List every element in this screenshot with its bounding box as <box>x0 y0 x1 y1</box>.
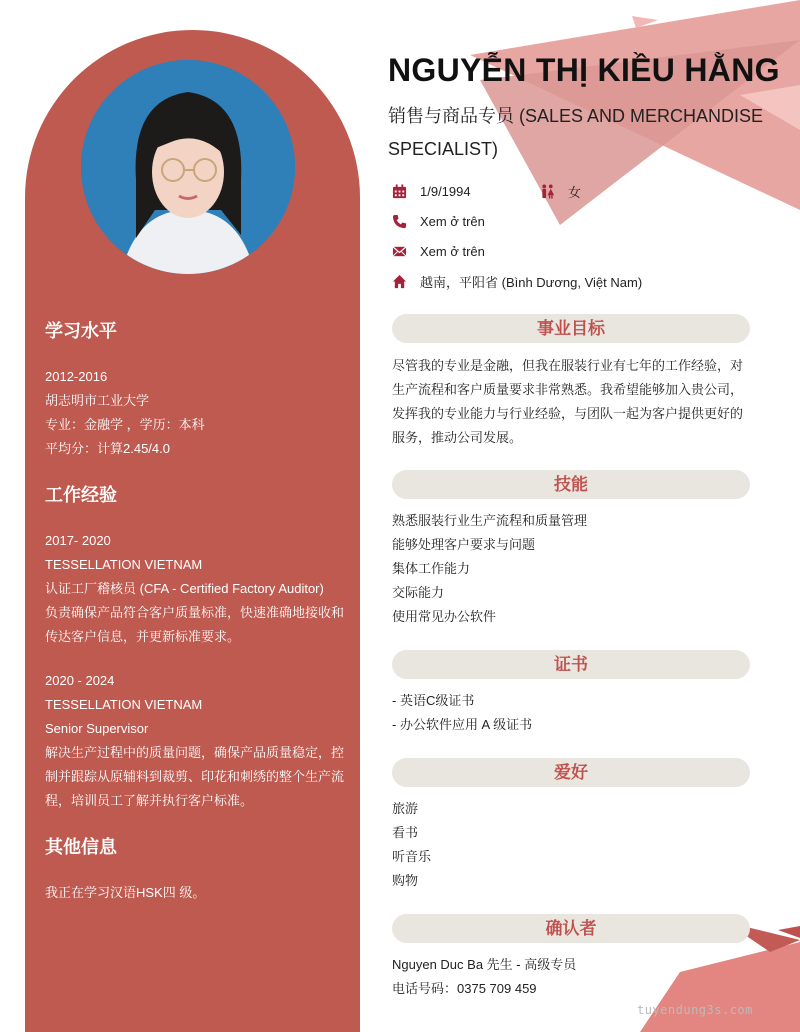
address-value: 越南，平阳省 (Bình Dương, Việt Nam) <box>420 274 643 290</box>
objective-line: 尽管我的专业是金融，但我在服装行业有七年的工作经验，对 <box>392 358 744 373</box>
skill-item: 交际能力 <box>392 585 445 600</box>
hobby-item: 购物 <box>392 873 419 888</box>
address-row <box>392 271 642 291</box>
objective-line: 发挥我的专业能力与行业经验，与团队一起为客户提供更好的 <box>392 406 744 421</box>
birthdate-value: 1/9/1994 <box>420 183 471 199</box>
other-info-section <box>45 833 345 905</box>
phone-icon <box>392 214 407 229</box>
gender-row <box>540 181 581 201</box>
education-line: 平均分：计算2.45/4.0 <box>45 441 170 456</box>
objective-text <box>392 354 754 450</box>
skill-item: 集体工作能力 <box>392 561 471 576</box>
certificate-item: - 办公软件应用 A 级证书 <box>392 717 533 732</box>
hobbies-heading: 爱好 <box>392 758 750 787</box>
profile-photo <box>81 60 295 274</box>
objective-heading: 事业目标 <box>392 314 750 343</box>
phone-row <box>392 211 485 231</box>
job-company: TESSELLATION VIETNAM <box>45 697 203 712</box>
education-line: 2012-2016 <box>45 369 108 384</box>
other-info-heading: 其他信息 <box>45 837 117 857</box>
job-description: 负责确保产品符合客户质量标准，快速准确地接收和 <box>45 605 345 620</box>
education-section <box>45 317 345 461</box>
education-line: 专业：金融学 ，学历：本科 <box>45 417 205 432</box>
reference-item: Nguyen Duc Ba 先生 - 高级专员 <box>392 957 577 972</box>
education-heading: 学习水平 <box>45 321 117 341</box>
job-period: 2020 - 2024 <box>45 673 115 688</box>
gender-value: 女 <box>568 184 582 200</box>
experience-section <box>45 481 345 813</box>
left-sidebar <box>25 30 360 1032</box>
skills-heading: 技能 <box>392 470 750 499</box>
other-info-text: 我正在学习汉语HSK四 级。 <box>45 885 206 900</box>
job-description: 解决生产过程中的质量问题，确保产品质量稳定，控 <box>45 745 345 760</box>
certificate-item: - 英语C级证书 <box>392 693 475 708</box>
job-role: Senior Supervisor <box>45 721 149 736</box>
objective-line: 服务，推动公司发展。 <box>392 430 523 445</box>
job-description: 程，培训员工了解并执行客户标准。 <box>45 793 254 808</box>
phone-value: Xem ở trên <box>420 213 485 229</box>
reference-list <box>392 953 754 1001</box>
education-line: 胡志明市工业大学 <box>45 393 150 408</box>
email-row <box>392 241 485 261</box>
certificates-heading: 证书 <box>392 650 750 679</box>
experience-heading: 工作经验 <box>45 485 117 505</box>
watermark: tuyendung3s.com <box>637 1003 753 1017</box>
skill-item: 能够处理客户要求与问题 <box>392 537 536 552</box>
objective-line: 生产流程和客户质量要求非常熟悉。我希望能够加入贵公司， <box>392 382 744 397</box>
job-company: TESSELLATION VIETNAM <box>45 557 203 572</box>
skill-item: 熟悉服装行业生产流程和质量管理 <box>392 513 588 528</box>
reference-heading: 确认者 <box>392 914 750 943</box>
hobby-item: 看书 <box>392 825 419 840</box>
job-title: 销售与商品专员 (SALES AND MERCHANDISE SPECIALIST) <box>388 106 764 159</box>
home-icon <box>392 274 407 289</box>
calendar-icon <box>392 184 407 199</box>
gender-icon <box>540 184 555 199</box>
birthdate-row <box>392 181 471 201</box>
skills-list <box>392 509 754 629</box>
certificates-list <box>392 689 754 737</box>
job-description: 制并跟踪从原辅料到裁剪、印花和刺绣的整个生产流 <box>45 769 345 784</box>
envelope-icon <box>392 244 407 259</box>
job-description: 传达客户信息，并更新标准要求。 <box>45 629 241 644</box>
email-value: Xem ở trên <box>420 243 485 259</box>
candidate-name: NGUYỄN THỊ KIỀU HẰNG <box>388 52 780 88</box>
skill-item: 使用常见办公软件 <box>392 609 497 624</box>
reference-item: 电话号码：0375 709 459 <box>392 981 537 996</box>
hobby-item: 旅游 <box>392 801 419 816</box>
job-role: 认证工厂稽核员 (CFA - Certified Factory Auditor) <box>45 581 324 596</box>
hobbies-list <box>392 797 754 893</box>
job-period: 2017- 2020 <box>45 533 111 548</box>
hobby-item: 听音乐 <box>392 849 432 864</box>
